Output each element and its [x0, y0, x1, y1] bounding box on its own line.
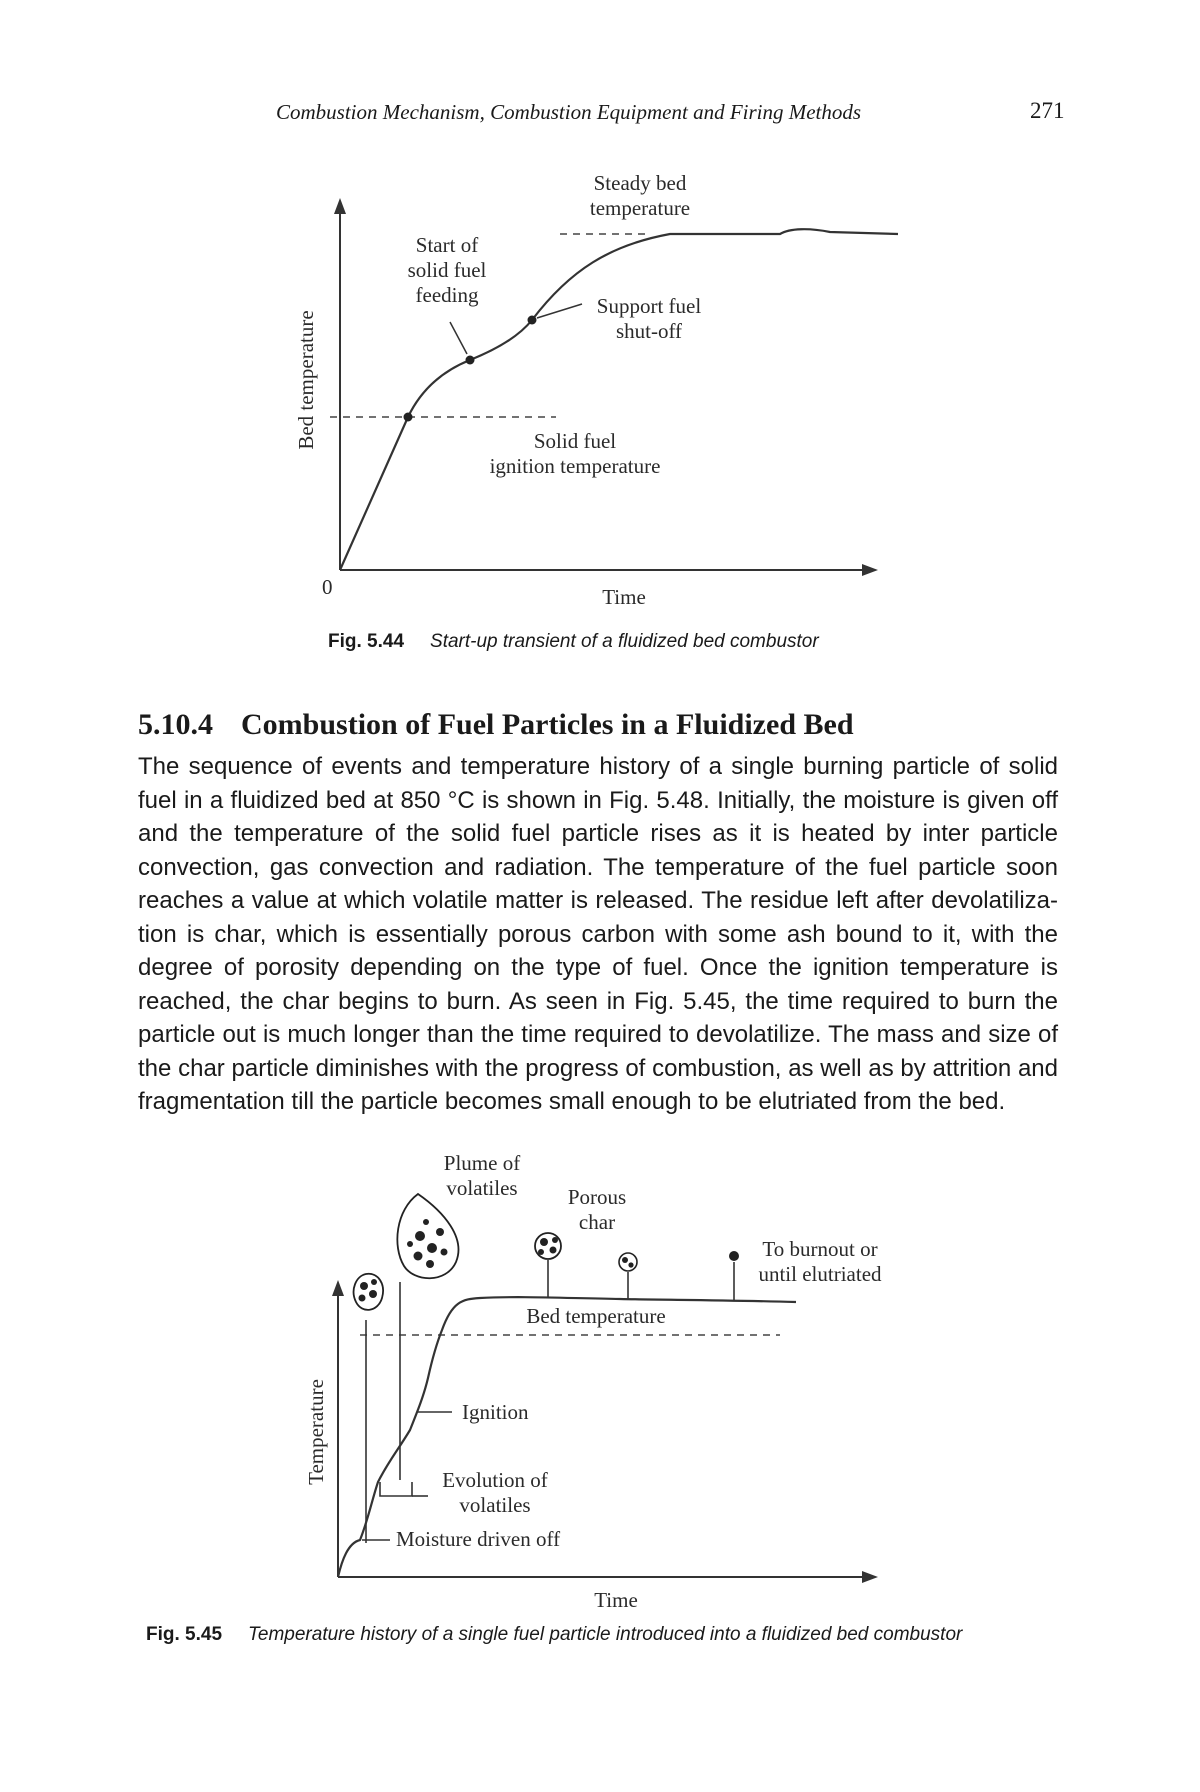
fig545-label-burnout-1: To burnout or [762, 1237, 878, 1261]
fig544-y-label: Bed temperature [294, 310, 318, 450]
fig545-particle-moisture [354, 1274, 383, 1310]
fig545-particle-plume [397, 1194, 458, 1278]
fig544-origin-label: 0 [322, 575, 333, 599]
fig545-y-label: Temperature [304, 1379, 328, 1485]
running-header: Combustion Mechanism, Combustion Equipment and Firing Methods [276, 100, 862, 124]
fig545-label-evolution-2: volatiles [459, 1493, 531, 1517]
fig544-label-feed-1: Start of [415, 233, 479, 257]
figure-5-45-caption [146, 1624, 962, 1646]
fig545-particle-char-small [619, 1253, 637, 1271]
fig545-label-moisture: Moisture driven off [396, 1527, 561, 1551]
page-number: 271 [1030, 98, 1065, 123]
section-title: Combustion of Fuel Particles in a Fluidized Bed [241, 708, 854, 741]
fig545-label-ignition: Ignition [462, 1400, 529, 1424]
fig545-x-label: Time [594, 1588, 638, 1612]
fig545-label-evolution-1: Evolution of [442, 1468, 548, 1492]
fig545-label-porous-2: char [578, 1210, 616, 1234]
fig545-particle-burnout [729, 1251, 739, 1261]
fig545-label-burnout-2: until elutriated [758, 1262, 882, 1286]
fig544-label-support-2: shut-off [615, 319, 683, 343]
caption-text: Temperature history of a single fuel particle introduced into a fluidized bed combustor [248, 1624, 963, 1645]
fig544-label-feed-3: feeding [415, 283, 479, 307]
figure-number: Fig. 5.45 [146, 1624, 223, 1645]
fig544-label-feed-2: solid fuel [407, 258, 487, 282]
fig544-label-steady-2: temperature [589, 196, 691, 220]
fig545-label-plume-1: Plume of [443, 1151, 521, 1175]
fig545-particle-char [535, 1233, 561, 1259]
fig545-label-plume-2: volatiles [446, 1176, 518, 1200]
section-number: 5.10.4 [138, 708, 213, 741]
fig544-label-ignition-1: Solid fuel [533, 429, 617, 453]
fig544-label-support-1: Support fuel [596, 294, 702, 318]
fig545-x-arrow [862, 1571, 878, 1583]
fig545-y-arrow [332, 1280, 344, 1296]
fig545-label-bed-temp: Bed temperature [526, 1304, 666, 1328]
figure-number: Fig. 5.44 [328, 631, 405, 652]
fig545-label-porous-1: Porous [567, 1185, 627, 1209]
fig544-label-steady-1: Steady bed [593, 171, 687, 195]
fig544-x-label: Time [602, 585, 646, 609]
caption-text: Start-up transient of a fluidized bed combustor [430, 631, 819, 652]
fig545-bracket-evolution [380, 1482, 412, 1496]
body-paragraph: The sequence of events and temperature history of a single burning particle of solid fuel in a fluidized bed at 850 °C is shown in Fig. 5.48. Initially, the moisture is given off and the temperature of the solid fuel particle rises as it is heated by inter particle convection, gas convection and radiation. The temperature of the fuel particle soon reaches a value at which volatile matter is released. The residue left after devolatiliza-tion is char, which is essentially porous carbon with some ash bound to it, with the degree of porosity depending on the type of fuel. Once the ignition temperature is reached, the char begins to burn. As seen in Fig. 5.45, the time required to burn the particle out is much longer than the time required to devolatilize. The mass and size of the char particle diminishes with the progress of combustion, as well as by attrition and fragmentation till the particle becomes small enough to be elutriated from the bed. [138, 753, 1058, 1115]
fig544-label-ignition-2: ignition temperature [489, 454, 661, 478]
